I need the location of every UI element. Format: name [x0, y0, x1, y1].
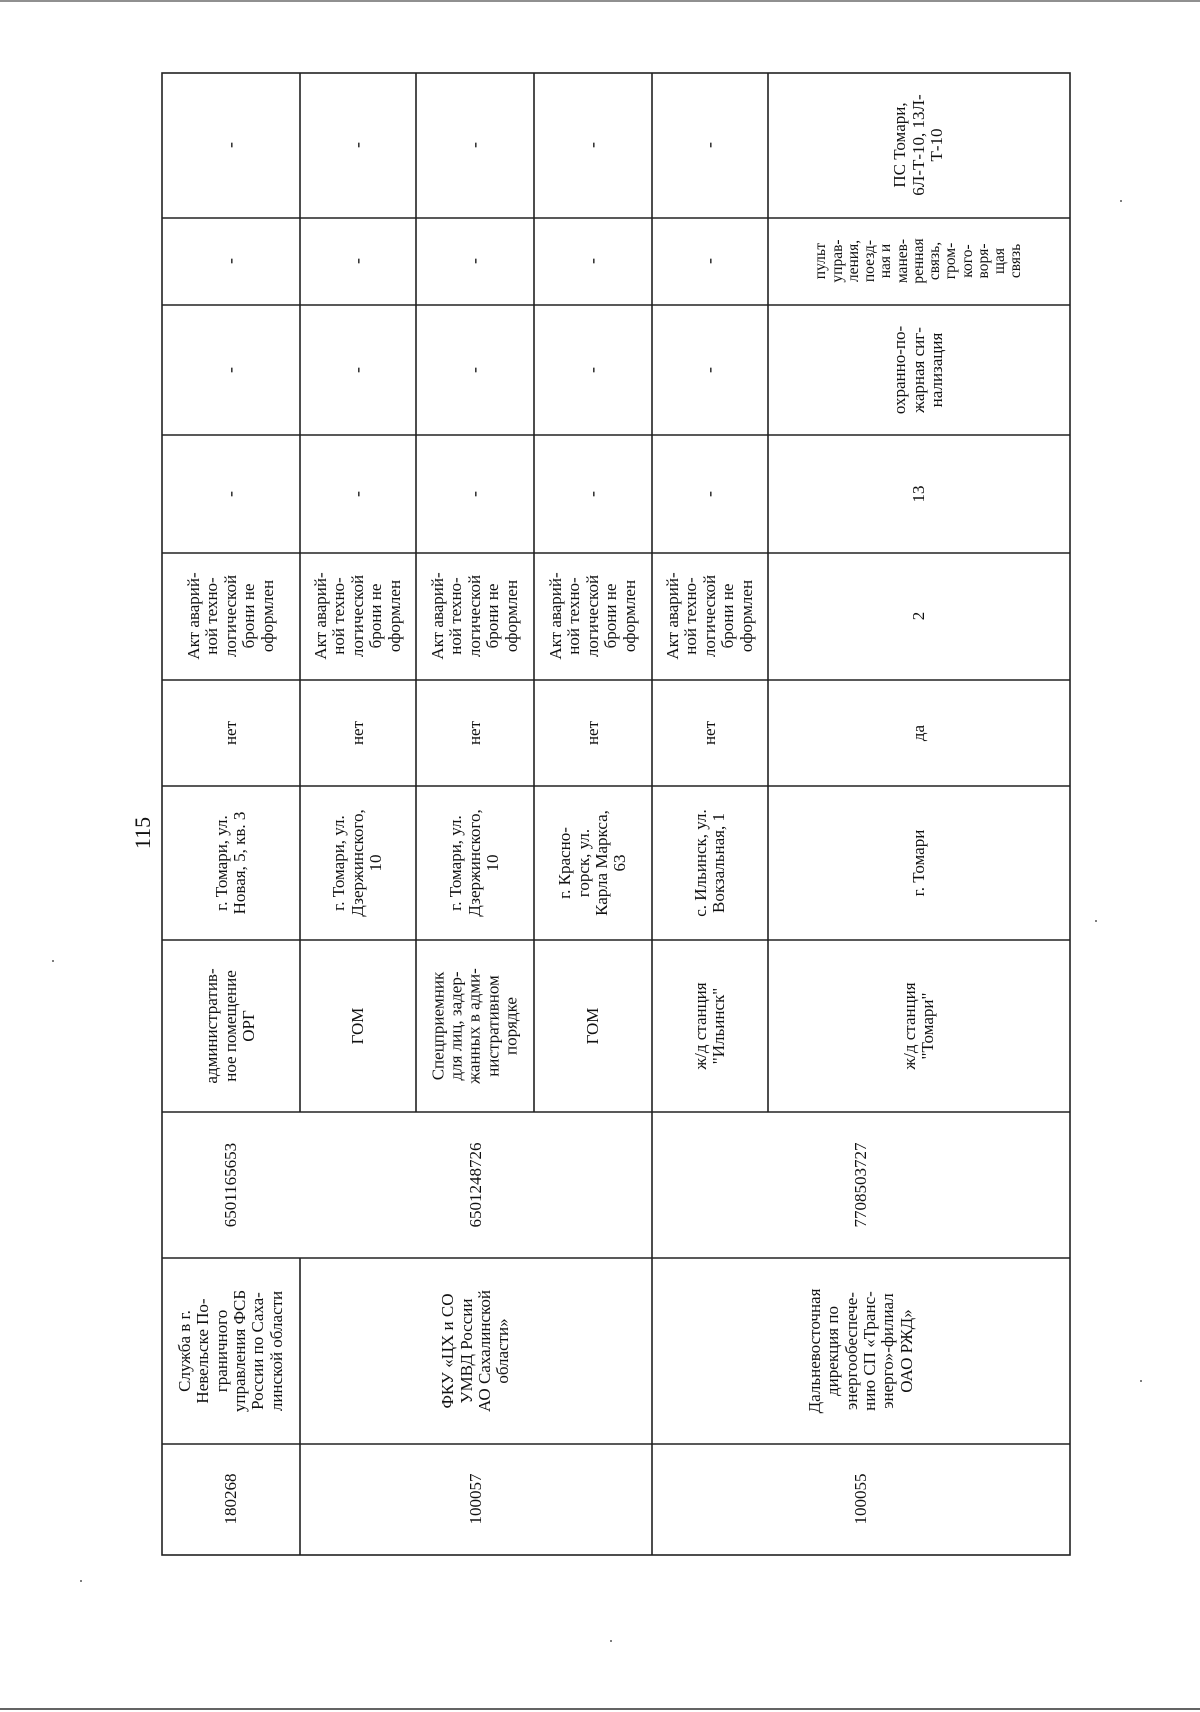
row2-count: -: [347, 491, 368, 497]
row5-comms: -: [699, 258, 720, 264]
row3-alarm: -: [464, 367, 485, 373]
row4-flag: нет: [582, 720, 602, 746]
row5-flag: нет: [699, 720, 719, 746]
scan-speck: [1140, 1380, 1142, 1382]
row4-alarm: -: [582, 367, 603, 373]
row6-substation: ПС Томари, 6Л-Т-10, 13Л- Т-10: [890, 94, 947, 196]
row3-organization: ФКУ «ЦХ и СО УМВД России АО Сахалинской области»: [438, 1289, 513, 1413]
row3-inn: 6501248726: [465, 1142, 485, 1228]
row6-flag: да: [908, 724, 928, 742]
row1-alarm: -: [220, 367, 241, 373]
row3-substation: -: [464, 142, 485, 148]
scan-edge-top: [0, 0, 1200, 2]
row1-comms: -: [220, 258, 241, 264]
row1-count: -: [220, 491, 241, 497]
row1-organization: Служба в г. Невельске По- граничного управления ФСБ России по Саха- линской области: [174, 1289, 286, 1413]
row6-organization: Дальневосточная дирекция по энергообеспече- нию СП «Транс- энерго»-филиал ОАО РЖД»: [804, 1288, 916, 1414]
row1-flag: нет: [220, 720, 240, 746]
row4-substation: -: [582, 142, 603, 148]
row4-count: -: [582, 491, 603, 497]
scan-edge-bottom: [0, 1708, 1200, 1710]
scan-speck: [80, 1580, 82, 1582]
row2-address: г. Томари, ул. Дзержинского, 10: [329, 809, 386, 917]
row2-act: Акт аварий- ной техно- логической брони не оформлен: [311, 572, 404, 660]
row3-code: 100057: [465, 1473, 485, 1525]
row3-address: г. Томари, ул. Дзержинского, 10: [446, 809, 503, 917]
row1-object: административ- ное помещение ОРГ: [202, 968, 259, 1084]
row2-object: ГОМ: [347, 1007, 367, 1045]
page-number: 115: [130, 816, 155, 850]
row3-act: Акт аварий- ной техно- логической брони не оформлен: [428, 572, 521, 660]
row5-address: с. Ильинск, ул. Вокзальная, 1: [690, 809, 728, 917]
scan-speck: [1095, 920, 1097, 922]
row3-comms: -: [464, 258, 485, 264]
row1-inn: 6501165653: [220, 1142, 240, 1228]
row2-flag: нет: [347, 720, 367, 746]
row2-comms: -: [347, 258, 368, 264]
row2-substation: -: [347, 142, 368, 148]
row1-act: Акт аварий- ной техно- логической брони не оформлен: [184, 572, 277, 660]
row4-object: ГОМ: [582, 1007, 602, 1045]
row5-alarm: -: [699, 367, 720, 373]
row6-address: г. Томари: [908, 829, 928, 897]
row6-comms: пульт управ- ления, поезд- ная и манев- ренная связь, гром- кого- воря- щая связь: [812, 238, 1025, 284]
row2-alarm: -: [347, 367, 368, 373]
row4-act: Акт аварий- ной техно- логической брони не оформлен: [546, 572, 639, 660]
row5-count: -: [699, 491, 720, 497]
row1-code: 180268: [220, 1473, 240, 1525]
scan-speck: [52, 960, 54, 962]
row3-object: Спецприемник для лиц, задер- жанных в адми- нистративном порядке: [428, 968, 521, 1084]
row6-count: 13: [908, 485, 928, 503]
row1-substation: -: [220, 142, 241, 148]
row3-flag: нет: [464, 720, 484, 746]
row6-object: ж/д станция "Томари": [899, 982, 937, 1070]
row6-inn: 7708503727: [850, 1142, 870, 1228]
scan-speck: [610, 1640, 612, 1642]
row1-address: г. Томари, ул. Новая, 5, кв. 3: [211, 811, 249, 915]
row4-address: г. Красно- горск, ул. Карла Маркса, 63: [555, 810, 630, 916]
row6-alarm: охранно-по- жарная сиг- нализация: [890, 325, 947, 415]
row6-act: 2: [908, 611, 928, 621]
row5-substation: -: [699, 142, 720, 148]
row5-object: ж/д станция "Ильинск": [690, 982, 728, 1070]
row5-act: Акт аварий- ной техно- логической брони не оформлен: [663, 572, 756, 660]
row4-comms: -: [582, 258, 603, 264]
scan-speck: [1120, 200, 1122, 202]
row3-count: -: [464, 491, 485, 497]
row6-code: 100055: [850, 1473, 870, 1525]
